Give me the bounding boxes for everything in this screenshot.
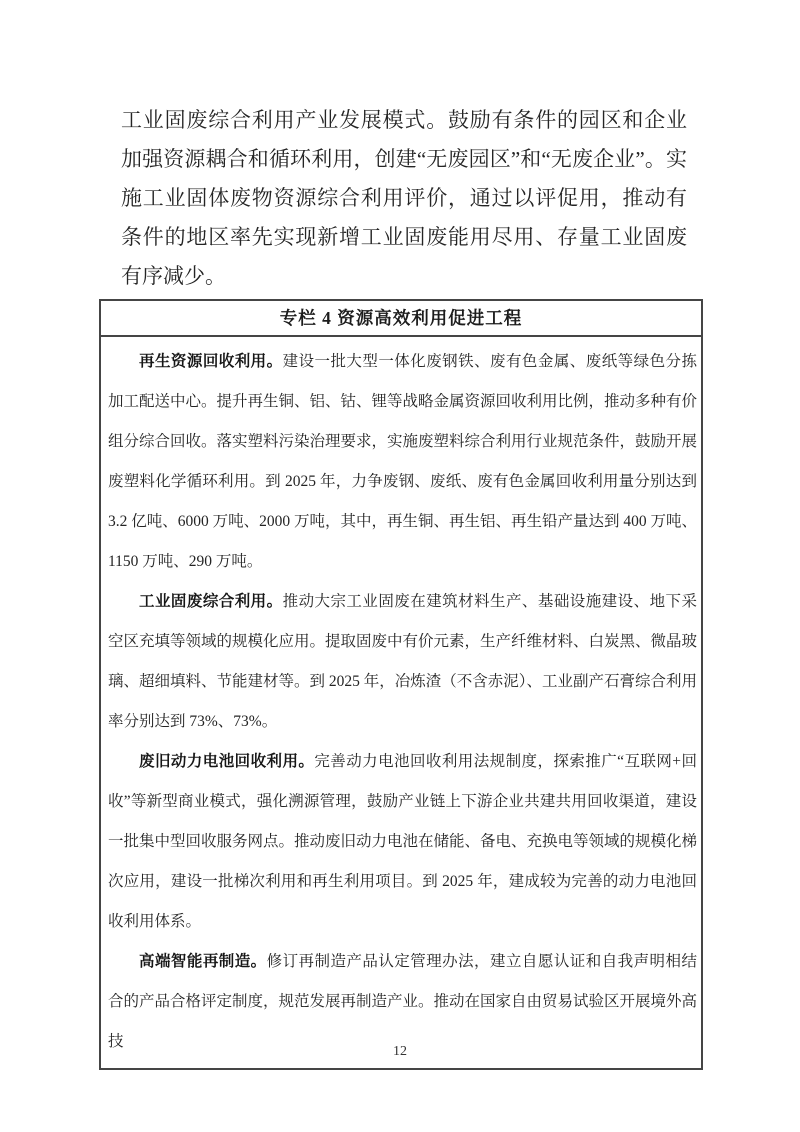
section-paragraph-battery-recycling — [108, 742, 697, 942]
section-body: 修订再制造产品认定管理办法，建立自愿认证和自我声明相结合的产品合格评定制度，规范发展再制造产业。推动在国家自由贸易试验区开展境外高技 — [108, 953, 698, 1050]
feature-box — [99, 299, 703, 1070]
section-lead: 废旧动力电池回收利用。 — [139, 753, 315, 770]
section-lead: 高端智能再制造。 — [139, 953, 267, 970]
feature-box-body — [101, 337, 701, 1068]
section-paragraph-industrial-solid-waste — [108, 582, 697, 742]
section-body: 推动大宗工业固废在建筑材料生产、基础设施建设、地下采空区充填等领域的规模化应用。提取固废中有价元素，生产纤维材料、白炭黑、微晶玻璃、超细填料、节能建材等。到 2025 年，冶炼渣（不含赤泥）、工业副产石膏综合利用率分别达到 73%、73%。 — [108, 593, 698, 730]
section-body: 完善动力电池回收利用法规制度，探索推广“互联网+回收”等新型商业模式，强化溯源管理，鼓励产业链上下游企业共建共用回收渠道，建设一批集中型回收服务网点。推动废旧动力电池在储能、备电、充换电等领域的规模化梯次应用，建设一批梯次利用和再生利用项目。到 2025 年，建成较为完善的动力电池回收利用体系。 — [108, 753, 698, 930]
intro-paragraph: 工业固废综合利用产业发展模式。鼓励有条件的园区和企业加强资源耦合和循环利用，创建“无废园区”和“无废企业”。实施工业固体废物资源综合利用评价，通过以评促用，推动有条件的地区率先实现新增工业固废能用尽用、存量工业固废有序减少。 — [121, 108, 687, 288]
section-body: 建设一批大型一体化废钢铁、废有色金属、废纸等绿色分拣加工配送中心。提升再生铜、铝、钴、锂等战略金属资源回收利用比例，推动多种有价组分综合回收。落实塑料污染治理要求，实施废塑料综合利用行业规范条件，鼓励开展废塑料化学循环利用。到 2025 年，力争废钢、废纸、废有色金属回收利用量分别达到 3.2 亿吨、6000 万吨、2000 万吨，其中，再生铜、再生铝、再生铅产量达到 400 万吨、1150 万吨、290 万吨。 — [108, 353, 698, 570]
feature-box-title: 专栏 4 资源高效利用促进工程 — [101, 301, 701, 337]
section-lead: 再生资源回收利用。 — [139, 353, 283, 370]
section-lead: 工业固废综合利用。 — [139, 593, 283, 610]
page-number: 12 — [393, 1044, 407, 1059]
section-paragraph-recycled-resources — [108, 342, 697, 582]
